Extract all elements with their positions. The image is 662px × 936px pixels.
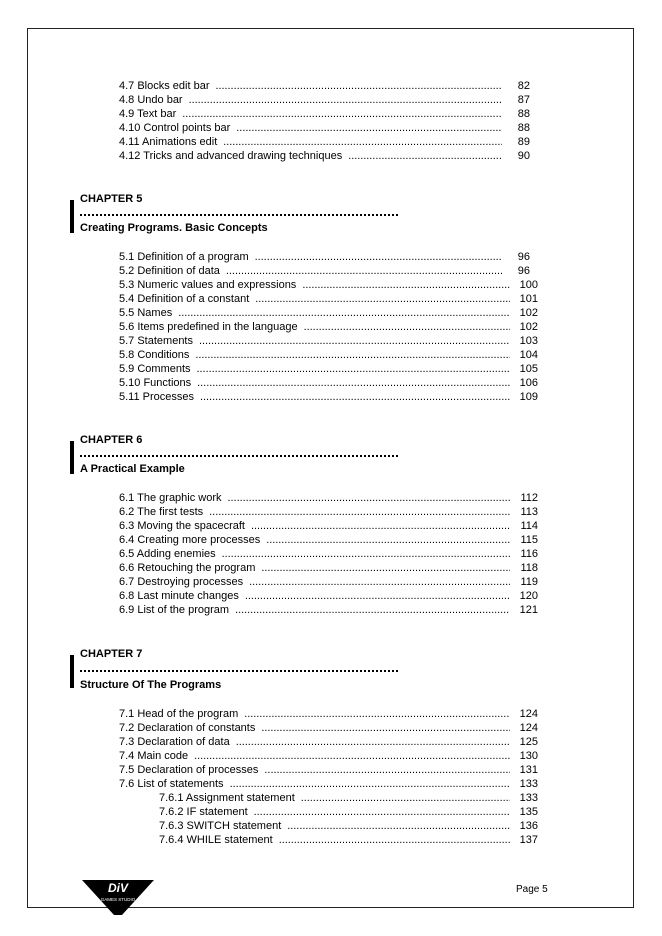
toc-entry-text: 4.11 Animations edit <box>119 136 218 148</box>
logo-main-text: DiV <box>107 881 129 895</box>
toc-entry[interactable] <box>119 149 530 163</box>
toc-entry[interactable] <box>119 107 530 121</box>
chapter-label: CHAPTER 6 <box>80 434 143 446</box>
toc-subentry[interactable]: 7.6.3 SWITCH statement . . . 136 <box>159 819 538 833</box>
chapter-title: Structure Of The Programs <box>80 679 222 691</box>
toc-entry[interactable]: 6.8 Last minute changes . . . 120 <box>119 589 538 603</box>
toc-entry[interactable] <box>119 79 530 93</box>
toc-entry[interactable]: 5.7 Statements . . . 103 <box>119 334 538 348</box>
toc-entry[interactable]: 6.5 Adding enemies . . . 116 <box>119 547 538 561</box>
toc-entry[interactable] <box>119 135 530 149</box>
toc-entry[interactable]: 7.1 Head of the program . . . 124 <box>119 707 538 721</box>
toc-entry[interactable]: 5.6 Items predefined in the language . . . 102 <box>119 320 538 334</box>
toc-entry[interactable]: 5.9 Comments . . . 105 <box>119 362 538 376</box>
chapter-marker-bar <box>70 655 74 688</box>
toc-subentry[interactable]: 7.6.1 Assignment statement . . . 133 <box>159 791 538 805</box>
toc-entry[interactable]: 5.3 Numeric values and expressions . . . 100 <box>119 278 538 292</box>
toc-entry[interactable]: 7.4 Main code . . . 130 <box>119 749 538 763</box>
toc-entry[interactable]: 6.4 Creating more processes . . . 115 <box>119 533 538 547</box>
toc-entry[interactable] <box>119 93 530 107</box>
toc-entry[interactable]: 5.1 Definition of a program . . . 96 <box>119 250 530 264</box>
chapter-title: Creating Programs. Basic Concepts <box>80 222 268 234</box>
div-games-studio-logo <box>82 877 154 922</box>
toc-entry[interactable]: 5.5 Names . . . 102 <box>119 306 538 320</box>
toc-entry[interactable]: 6.9 List of the program . . . 121 <box>119 603 538 617</box>
toc-entry-page: 88 <box>517 108 530 120</box>
toc-entry-text: 4.12 Tricks and advanced drawing techniques <box>119 150 343 162</box>
toc-entry[interactable]: 7.5 Declaration of processes . . . 131 <box>119 763 538 777</box>
toc-entry[interactable]: 5.8 Conditions . . . 104 <box>119 348 538 362</box>
chapter-title: A Practical Example <box>80 463 185 475</box>
toc-entry[interactable]: 6.1 The graphic work . . . 112 <box>119 491 538 505</box>
toc-subentry[interactable]: 7.6.4 WHILE statement . . . 137 <box>159 833 538 847</box>
toc-entry[interactable]: 5.11 Processes . . . 109 <box>119 390 538 404</box>
toc-entry[interactable]: 7.3 Declaration of data . . . 125 <box>119 735 538 749</box>
chapter-marker-bar <box>70 441 74 474</box>
toc-entry[interactable] <box>119 121 530 135</box>
toc-entry-page: 90 <box>517 150 530 162</box>
toc-entry-text: 4.8 Undo bar <box>119 94 183 106</box>
toc-entry-page: 82 <box>517 80 530 92</box>
toc-entry-page: 87 <box>517 94 530 106</box>
toc-entry[interactable]: 6.3 Moving the spacecraft . . . 114 <box>119 519 538 533</box>
toc-entry[interactable]: 5.10 Functions . . . 106 <box>119 376 538 390</box>
chapter-label: CHAPTER 5 <box>80 193 143 205</box>
page-number: Page 5 <box>516 884 548 895</box>
chapter-divider <box>80 214 398 216</box>
chapter-marker-bar <box>70 200 74 233</box>
toc-entry[interactable]: 7.6 List of statements . . . 133 <box>119 777 538 791</box>
toc-subentry[interactable]: 7.6.2 IF statement . . . 135 <box>159 805 538 819</box>
toc-entry-text: 4.9 Text bar <box>119 108 177 120</box>
toc-entry[interactable]: 5.2 Definition of data . . . 96 <box>119 264 530 278</box>
logo-sub-text: GAMES STUDIO <box>100 897 136 902</box>
toc-entry[interactable]: 6.2 The first tests . . . 113 <box>119 505 538 519</box>
chapter-divider <box>80 455 398 457</box>
toc-entry[interactable]: 5.4 Definition of a constant . . . 101 <box>119 292 538 306</box>
toc-entry-text: 4.10 Control points bar <box>119 122 231 134</box>
chapter-divider <box>80 670 398 672</box>
toc-entry-page: 89 <box>517 136 530 148</box>
toc-entry-text: 4.7 Blocks edit bar <box>119 80 210 92</box>
toc-entry[interactable]: 7.2 Declaration of constants . . . 124 <box>119 721 538 735</box>
toc-entry-page: 88 <box>517 122 530 134</box>
chapter-label: CHAPTER 7 <box>80 648 143 660</box>
toc-entry[interactable]: 6.7 Destroying processes . . . 119 <box>119 575 538 589</box>
toc-entry[interactable]: 6.6 Retouching the program . . . 118 <box>119 561 538 575</box>
